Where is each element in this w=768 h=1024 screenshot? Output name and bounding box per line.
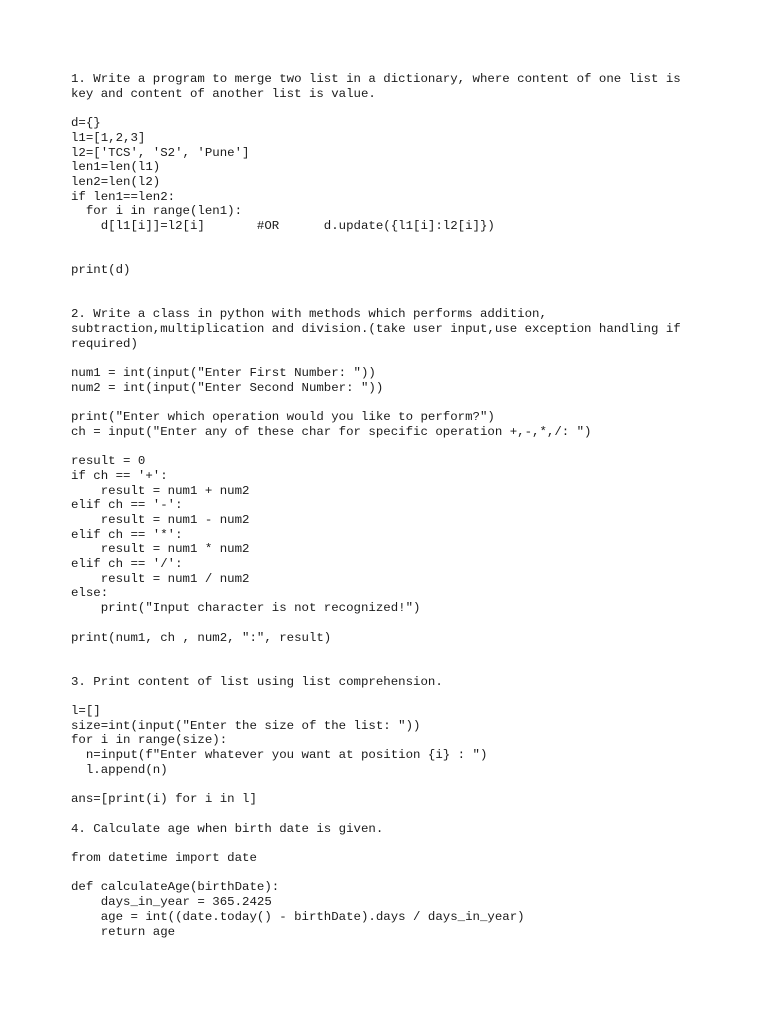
text-line: l.append(n) xyxy=(71,762,168,777)
text-line: from datetime import date xyxy=(71,851,257,866)
text-line: else: xyxy=(71,586,109,601)
blank-line xyxy=(71,836,711,851)
document-page xyxy=(71,72,711,939)
blank-line xyxy=(71,234,711,249)
text-line: elif ch == '/': xyxy=(71,557,183,572)
text-line: elif ch == '-': xyxy=(71,498,183,513)
text-line: def calculateAge(birthDate): xyxy=(71,880,280,895)
text-line: return age xyxy=(71,924,176,939)
text-line: key and content of another list is value. xyxy=(71,86,376,101)
blank-line xyxy=(71,866,711,881)
text-line: result = num1 - num2 xyxy=(71,512,250,527)
blank-line xyxy=(71,616,711,631)
text-line: result = num1 + num2 xyxy=(71,483,250,498)
blank-line xyxy=(71,248,711,263)
text-line: if ch == '+': xyxy=(71,468,168,483)
text-line: required) xyxy=(71,336,138,351)
text-line: 1. Write a program to merge two list in a dictionary, where content of one list is xyxy=(71,72,681,86)
text-line: for i in range(len1): xyxy=(71,204,243,219)
text-line: l=[] xyxy=(71,704,101,719)
text-line: d[l1[i]]=l2[i] #OR d.update({l1[i]:l2[i]}) xyxy=(71,219,495,234)
text-line: 2. Write a class in python with methods which performs addition, xyxy=(71,307,547,322)
blank-line xyxy=(71,101,711,116)
text-line: num2 = int(input("Enter Second Number: ")) xyxy=(71,380,384,395)
blank-line xyxy=(71,439,711,454)
text-line: ans=[print(i) for i in l] xyxy=(71,792,257,807)
blank-line xyxy=(71,645,711,660)
text-line: result = num1 / num2 xyxy=(71,571,250,586)
text-line: num1 = int(input("Enter First Number: ")) xyxy=(71,365,376,380)
blank-line xyxy=(71,292,711,307)
text-line: l1=[1,2,3] xyxy=(71,130,146,145)
text-line: d={} xyxy=(71,116,101,131)
text-line: 4. Calculate age when birth date is given. xyxy=(71,821,384,836)
text-line: len1=len(l1) xyxy=(71,160,161,175)
text-line: print(num1, ch , num2, ":", result) xyxy=(71,630,332,645)
text-line: 3. Print content of list using list comprehension. xyxy=(71,674,443,689)
text-line: print("Enter which operation would you like to perform?") xyxy=(71,410,495,425)
text-line: size=int(input("Enter the size of the list: ")) xyxy=(71,718,421,733)
text-line: result = 0 xyxy=(71,454,146,469)
text-line: print(d) xyxy=(71,263,131,278)
blank-line xyxy=(71,351,711,366)
text-line: age = int((date.today() - birthDate).days / days_in_year) xyxy=(71,909,525,924)
text-line: if len1==len2: xyxy=(71,189,176,204)
text-line: elif ch == '*': xyxy=(71,527,183,542)
blank-line xyxy=(71,278,711,293)
text-line: subtraction,multiplication and division.(take user input,use exception handling if xyxy=(71,321,681,336)
blank-line xyxy=(71,807,711,822)
blank-line xyxy=(71,689,711,704)
text-line: print("Input character is not recognized!") xyxy=(71,601,421,616)
text-line: l2=['TCS', 'S2', 'Pune'] xyxy=(71,145,250,160)
text-line: for i in range(size): xyxy=(71,733,228,748)
blank-line xyxy=(71,395,711,410)
text-line: result = num1 * num2 xyxy=(71,542,250,557)
blank-line xyxy=(71,778,711,793)
text-line: n=input(f"Enter whatever you want at position {i} : ") xyxy=(71,748,488,763)
blank-line xyxy=(71,660,711,675)
text-line: ch = input("Enter any of these char for specific operation +,-,*,/: ") xyxy=(71,424,592,439)
text-line: len2=len(l2) xyxy=(71,174,161,189)
text-line: days_in_year = 365.2425 xyxy=(71,895,272,910)
